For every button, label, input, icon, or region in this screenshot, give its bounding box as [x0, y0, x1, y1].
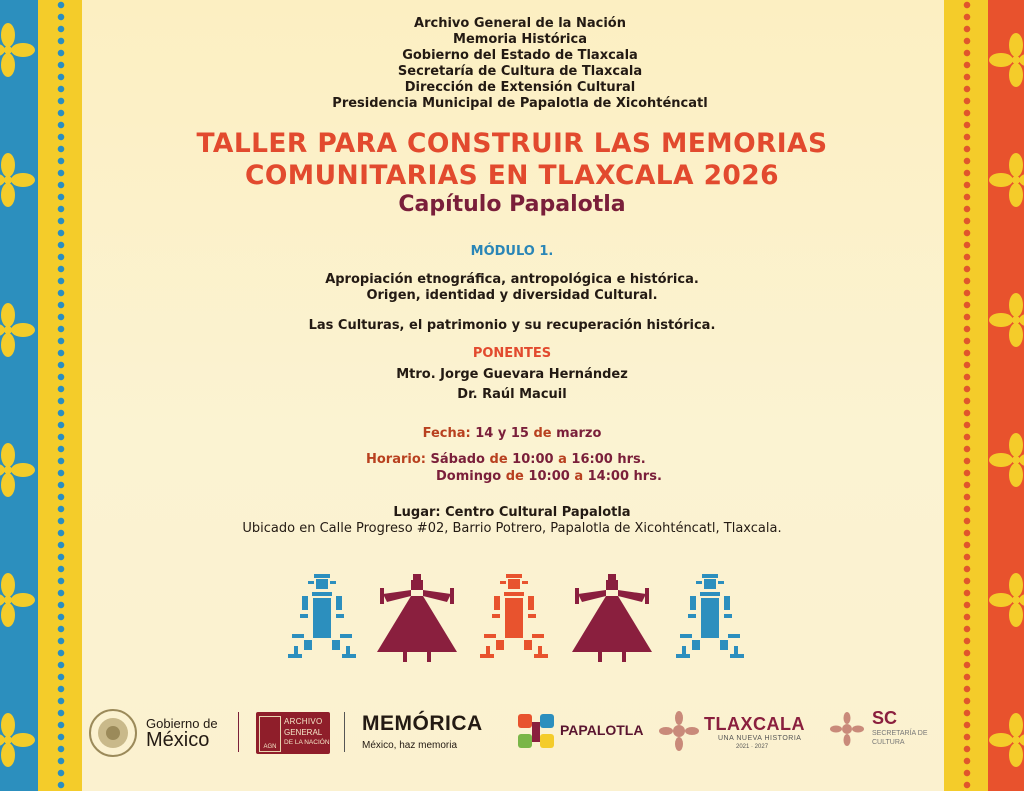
speakers-heading: PONENTES — [472, 346, 552, 361]
schedule-day: Sábado — [430, 452, 485, 467]
sponsor-logos — [86, 700, 944, 770]
tlaxcala-tagline: UNA NUEVA HISTORIA — [718, 735, 802, 742]
org-line: Presidencia Municipal de Papalotla de Xicohténcatl — [332, 96, 708, 111]
agn-emblem-icon — [259, 716, 281, 752]
sc-line-2: CULTURA — [872, 739, 905, 746]
tlaxcala-name: TLAXCALA — [704, 714, 805, 734]
venue-address: Ubicado en Calle Progreso #02, Barrio Potrero, Papalotla de Xicohténcatl, Tlaxcala. — [242, 521, 782, 536]
date-label: Fecha: — [422, 426, 471, 441]
right-flower-icons — [984, 0, 1024, 791]
schedule-line-1 — [366, 452, 646, 467]
topic-line: Apropiación etnográfica, antropológica e histórica. — [325, 272, 699, 287]
schedule-a: a — [574, 469, 584, 484]
memorica-name: MEMÓRICA — [362, 712, 483, 735]
tlaxcala-emblem-icon — [658, 710, 700, 752]
schedule-de: de — [489, 452, 508, 467]
memorica-tagline: México, haz memoria — [362, 740, 458, 751]
sc-emblem-icon — [828, 710, 866, 748]
date-conj: y — [497, 426, 507, 441]
papalotla-name: PAPALOTLA — [560, 722, 644, 738]
org-line: Secretaría de Cultura de Tlaxcala — [397, 64, 643, 79]
schedule-day: Domingo — [436, 469, 502, 484]
tlaxcala-years: 2021 · 2027 — [736, 744, 769, 750]
agn-abbr: AGN — [263, 744, 277, 750]
module-heading: MÓDULO 1. — [470, 244, 554, 259]
speaker-name: Dr. Raúl Macuil — [457, 387, 567, 402]
event-title-line-2: COMUNITARIAS EN TLAXCALA 2026 — [245, 160, 779, 191]
schedule-end: 14:00 hrs. — [587, 469, 662, 484]
gobierno-line-1: Gobierno de — [146, 716, 218, 731]
agn-line-1: ARCHIVO — [284, 717, 323, 726]
schedule-start: 10:00 — [528, 469, 570, 484]
schedule-line-2 — [436, 469, 662, 484]
org-line: Dirección de Extensión Cultural — [404, 80, 636, 95]
decorative-figures — [280, 568, 760, 668]
org-line: Memoria Histórica — [453, 32, 587, 47]
schedule-a: a — [558, 452, 567, 467]
schedule-end: 16:00 hrs. — [571, 452, 646, 467]
event-subtitle: Capítulo Papalotla — [398, 192, 626, 217]
schedule-start: 10:00 — [512, 452, 554, 467]
agn-line-3: DE LA NACIÓN — [284, 739, 330, 746]
org-line: Gobierno del Estado de Tlaxcala — [402, 48, 638, 63]
gobierno-line-2: México — [146, 729, 210, 751]
schedule-label: Horario: — [366, 452, 426, 467]
left-flower-icons — [0, 0, 40, 791]
org-line: Archivo General de la Nación — [414, 16, 626, 31]
logo-divider — [238, 712, 239, 752]
date-day-2: 15 — [510, 426, 529, 441]
date-day-1: 14 — [475, 426, 494, 441]
mexico-seal-icon — [88, 708, 138, 758]
papalotla-emblem-icon — [514, 710, 558, 754]
topic-line: Origen, identidad y diversidad Cultural. — [366, 288, 658, 303]
date-month: marzo — [556, 426, 602, 441]
sc-abbr: SC — [872, 708, 898, 728]
left-chain-pattern — [56, 0, 66, 791]
right-chain-pattern — [962, 0, 972, 791]
speaker-name: Mtro. Jorge Guevara Hernández — [396, 367, 628, 382]
agn-line-2: GENERAL — [284, 728, 323, 737]
agn-logo — [256, 712, 330, 754]
schedule-de: de — [505, 469, 524, 484]
venue-name: Lugar: Centro Cultural Papalotla — [393, 505, 631, 520]
event-date — [300, 426, 724, 441]
sc-line-1: SECRETARÍA DE — [872, 730, 928, 737]
logo-divider — [344, 712, 345, 752]
date-de: de — [533, 426, 552, 441]
event-title-line-1: TALLER PARA CONSTRUIR LAS MEMORIAS — [196, 128, 828, 159]
topic-line: Las Culturas, el patrimonio y su recuperación histórica. — [308, 318, 716, 333]
